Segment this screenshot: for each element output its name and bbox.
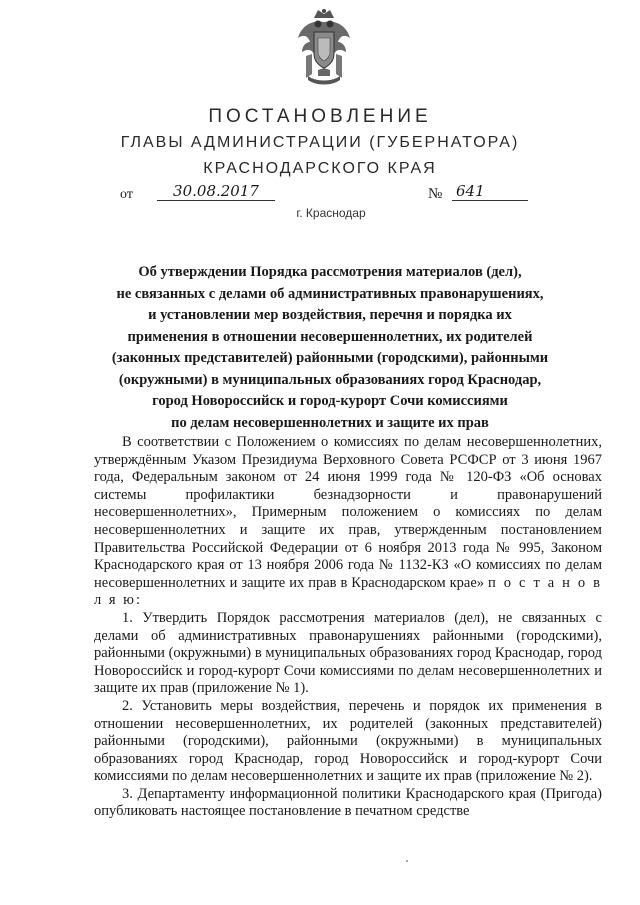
heading-line: по делам несовершеннолетних и защите их прав — [171, 414, 489, 431]
document-body — [94, 434, 602, 821]
heading-line: (законных представителей) районными (городскими), районными — [111, 350, 549, 366]
document-number: 641 — [452, 182, 528, 201]
document-subtitle-authority: ГЛАВЫ АДМИНИСТРАЦИИ (ГУБЕРНАТОРА) — [120, 134, 520, 151]
document-heading — [110, 262, 550, 434]
preamble-text: В соответствии с Положением о комиссиях по делам несовершеннолетних, утверждённым Указом Президиума Верховного Совета РСФСР от 3 июня 1967 года, Федеральным законом от 24 июня 1999 года № 120-ФЗ «Об основах системы профилактики безнадзорности и правонарушений несовершеннолетних», Примерным положением о комиссиях по делам несовершеннолетних и защите их прав, утвержденным постановлением Правительства Российской Федерации от 6 ноября 2013 года № 995, Законом Краснодарского края от 13 ноября 2006 года № 1132-КЗ «О комиссиях по делам несовершеннолетних и защите их прав в Краснодарском крае» — [94, 434, 602, 591]
heading-line: применения в отношении несовершеннолетних, их родителей — [127, 328, 533, 345]
coat-of-arms-icon — [296, 8, 352, 90]
heading-line: (окружными) в муниципальных образованиях город Краснодар, — [118, 371, 542, 388]
document-title: ПОСТАНОВЛЕНИЕ — [208, 106, 432, 127]
item-2-paragraph: 2. Установить меры воздействия, перечень и порядок их применения в отношении несовершеннолетних, их родителей (законных представителей) районными (городскими), районными (окружными) в муниципальных образованиях город Краснодар, город Новороссийск и город-курорт Сочи комиссиями по делам несовершеннолетних и защите их прав (приложение № 2). — [94, 697, 602, 785]
heading-line: и установлении мер воздействия, перечня и порядка их — [148, 307, 512, 323]
heading-line: Об утверждении Порядка рассмотрения материалов (дел), — [138, 264, 522, 280]
heading-line: город Новороссийск и город-курорт Сочи комиссиями — [152, 393, 508, 409]
document-date: 30.08.2017 — [157, 182, 275, 201]
date-prefix: от — [120, 187, 133, 202]
item-1-paragraph: 1. Утвердить Порядок рассмотрения материалов (дел), не связанных с делами об административных правонарушениях районными (городскими), районными (окружными) в муниципальных образованиях город Краснодар, город Новороссийск и город-курорт Сочи комиссиями по делам несовершеннолетних и защите их прав (приложение № 1). — [94, 609, 602, 697]
scan-speck — [406, 860, 408, 862]
document-city: г. Краснодар — [296, 206, 366, 220]
item-3-paragraph: 3. Департаменту информационной политики Краснодарского края (Пригода) опубликовать настоящее постановление в печатном средстве — [94, 785, 602, 820]
heading-line: не связанных с делами об административных правонарушениях, — [116, 285, 544, 302]
resolve-word: п о с т а н о в л я ю: — [94, 574, 602, 609]
preamble-paragraph — [94, 434, 602, 610]
number-label: № — [428, 186, 443, 202]
document-subtitle-region: КРАСНОДАРСКОГО КРАЯ — [203, 160, 437, 177]
